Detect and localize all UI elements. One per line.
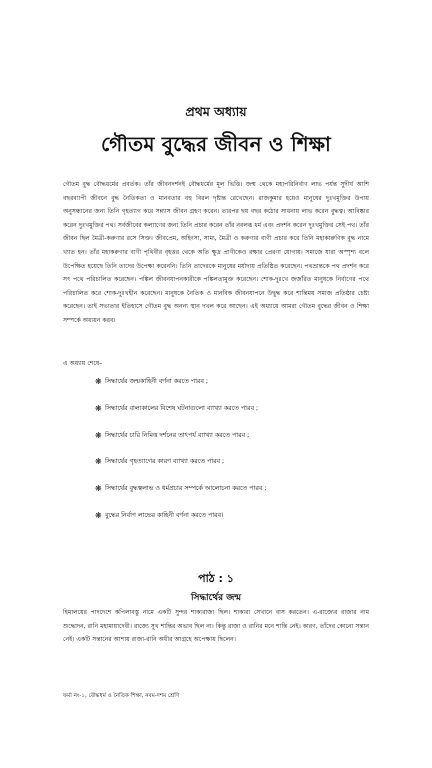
bullet-icon: ❋ (95, 457, 102, 467)
list-item (95, 483, 345, 510)
objective-text: বুদ্ধের নির্বাণ লাভের কাহিনী বর্ণনা করতে পারব। (105, 511, 224, 519)
list-item (95, 403, 345, 430)
lesson-label: পাঠ : ১ (198, 572, 234, 585)
objective-text: সিদ্ধার্থের বাল্যকালের বিশেষ ঘটনাগুলো ব্যাখ্যা করতে পারব ; (105, 404, 259, 412)
list-item (95, 510, 345, 537)
section-title: সিদ্ধার্থের জন্ম (190, 593, 242, 603)
bullet-icon: ❋ (95, 510, 102, 520)
chapter-label: প্রথম অধ্যায় (185, 104, 247, 119)
objective-text: সিদ্ধার্থের বুদ্ধত্বলাভ ও ধর্মপ্রচার সম্পর্কে আলোচনা করতে পারব ; (105, 485, 267, 493)
intro-paragraph: গৌতম বুদ্ধ বৌদ্ধধর্মের প্রবর্তক। তাঁর জীবনদর্শনই বৌদ্ধধর্মের মূল ভিত্তি। জন্ম থেকে মহাপরিনির্বাণ লাভ পর্যন্ত সুদীর্ঘ আশি বছরব্যাপী জীবনে বুদ্ধ নৈতিকতা ও মানবতার বহু বিরল দৃষ্টান্ত রেখেছেন। রাজকুমার হয়েও মানুষের দুঃখমুক্তির উপায় অনুসন্ধানের জন্য তিনি গৃহত্যাগ করে সন্ন্যাস জীবন গ্রহণ করেন। তারপর ছয় বছর কঠোর সাধনায় লাভ করেন বুদ্ধত্ব। আবিষ্কার করেন দুঃখমুক্তির পথ। সর্বজীবের কল্যাণের জন্য তিনি প্রচার করেন তাঁর নবলব্ধ ধর্ম এবং প্রদর্শন করেন দুঃখমুক্তির সেই পথ। তাঁর জীবন ছিল মৈত্রী-করুণার রসে সিক্ত। জীবপ্রেম, অহিংসা, সাম্য, মৈত্রী ও করুণার বাণী প্রচার করে তিনি মহাকারুণিক বুদ্ধ নামে খ্যাত হন। তাঁর মহাকরুণার বাণী পৃথিবীর বৃহত্তর থেকে অতি ক্ষুদ্র প্রাণীকেও রক্ষার প্রেরণা যোগায়। সমাজে যারা অস্পৃশ্য বলে উপেক্ষিত হয়েছে তিনি তাদের উপেক্ষা করেননি। তিনি তাদেরকে মানুষের মর্যাদায় প্রতিষ্ঠিত করেছেন। পথভ্রান্তকে পথ প্রদর্শন করে সৎ পথে পরিচালিত করেছেন। পঙ্কিল জীবনযাপনকারীকে পঙ্কিলতামুক্ত করেছেন। শোক-দুঃখে জর্জরিত মানুষকে নির্বাণের পথে পরিচালিত করে শোক-দুঃখহীন করেছেন। মানুষকে নৈতিক ও মানবিক জীবনযাপনে উদ্বুদ্ধ করে শান্তিময় সমাজ প্রতিষ্ঠার চেষ্টা করেছেন। তাই সভ্যতার ইতিহাসে গৌতম বুদ্ধ অনন্য স্থান দখল করে আছেন। এই অধ্যায়ে আমরা গৌতম বুদ্ধের জীবন ও শিক্ষা সম্পর্কে অধ্যয়ন করব। (63, 181, 369, 324)
bullet-icon: ❋ (95, 484, 102, 494)
objectives-list (95, 376, 345, 537)
objectives-lead: এ অধ্যায় শেষে– (63, 360, 103, 367)
page-footer: ফর্মা নং-১, বৌদ্ধধর্ম ও নৈতিক শিক্ষা, নবম-দশম শ্রেণি (63, 693, 180, 699)
section-paragraph: হিমালয়ের পাদদেশে কপিলাবস্তু নামে একটি সুন্দর শাক্যরাজ্য ছিল। শাক্যরা সেখানে বাস করতেন। এ-রাজ্যের রাজার নাম শুদ্ধোদন, রানি মহামায়াদেবী। রাজ্যে সুখ শান্তির অভাব ছিল না। কিন্তু রাজা ও রানির মনে শান্তি নেই। কারণ, তাঁদের কোনো সন্তান নেই। একটি সন্তানের আশায় রাজা-রানি অধীর আগ্রহে অপেক্ষায় ছিলেন। (63, 609, 369, 644)
bullet-icon: ❋ (95, 430, 102, 440)
objective-text: সিদ্ধার্থের চারি নিমিত্ত দর্শনের তাৎপর্য ব্যাখ্যা করতে পারব ; (105, 431, 250, 439)
chapter-title: গৌতম বুদ্ধের জীবন ও শিক্ষা (101, 132, 331, 156)
list-item (95, 376, 345, 403)
list-item (95, 430, 345, 457)
bullet-icon: ❋ (95, 377, 102, 386)
objective-text: সিদ্ধার্থের গৃহত্যাগের কারণ ব্যাখ্যা করতে পারব ; (105, 458, 225, 466)
list-item (95, 456, 345, 483)
bullet-icon: ❋ (95, 403, 102, 413)
objective-text: সিদ্ধার্থের জন্মকাহিনী বর্ণনা করতে পারব ; (105, 378, 208, 385)
